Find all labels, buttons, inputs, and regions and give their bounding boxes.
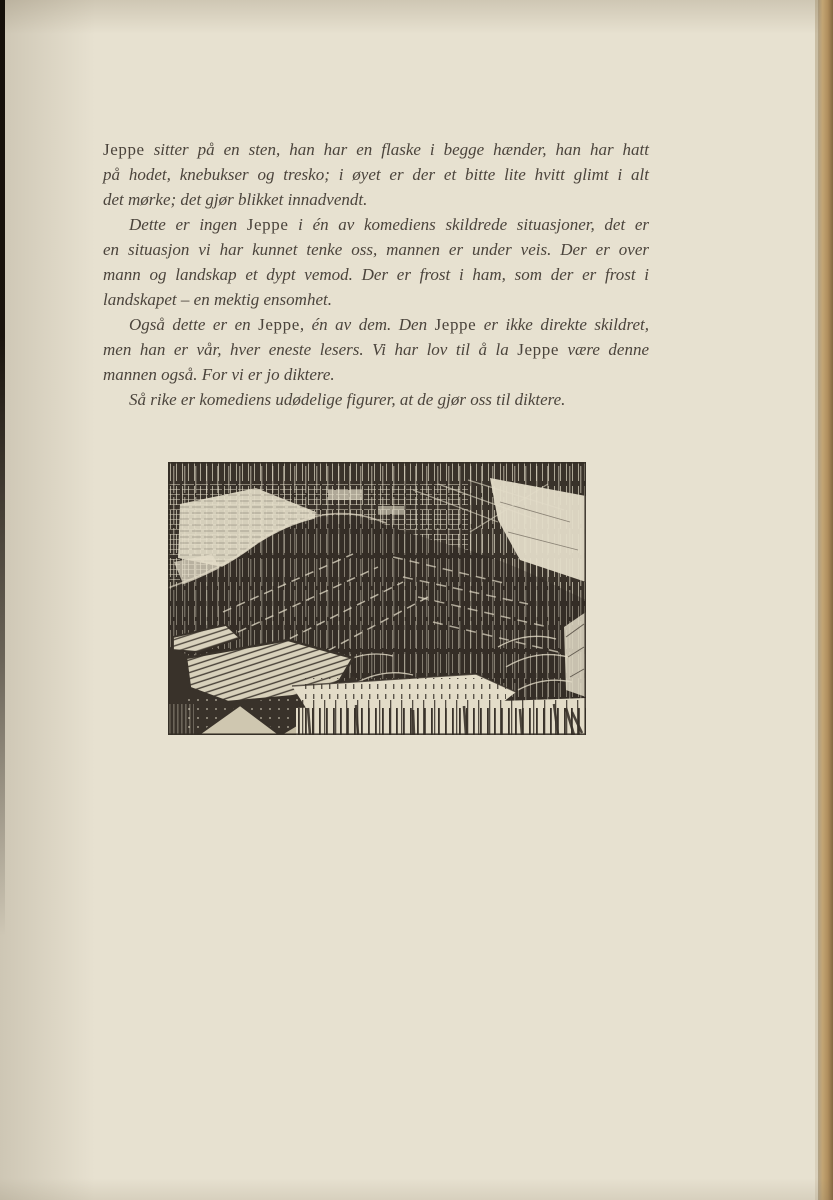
- text-segment-italic: på hodet, knebukser og tresko; i øyet er der et bitte lite hvitt glimt i alt: [103, 165, 649, 184]
- text-line: [103, 237, 649, 262]
- text-segment-italic: en situasjon vi har kunnet tenke oss, mannen er under veis. Der er over: [103, 240, 649, 259]
- text-segment-italic: men han er vår, hver eneste lesers. Vi har lov til å la: [103, 340, 518, 359]
- woodcut-illustration: [168, 462, 586, 735]
- text-segment-italic: landskapet – en mektig ensomhet.: [103, 290, 332, 309]
- text-segment-italic: i én av komediens skildrede situasjoner, det er: [288, 215, 650, 234]
- fore-edge: [818, 0, 833, 1200]
- text-segment-italic: , én av dem. Den: [299, 315, 435, 334]
- text-segment-italic: Så rike er komediens udødelige figurer, at de gjør oss til diktere.: [129, 390, 566, 409]
- text-segment-italic: er ikke direkte skildret,: [476, 315, 650, 334]
- text-line: [103, 362, 649, 387]
- text-segment-italic: sitter på en sten, han har en flaske i begge hænder, han har hatt: [144, 140, 649, 159]
- text-line: [103, 262, 649, 287]
- text-segment-italic: mann og landskap et dypt vemod. Der er frost i ham, som der er frost i: [103, 265, 649, 284]
- text-line: [103, 312, 649, 337]
- woodcut-reeds: [296, 698, 586, 735]
- binding-gutter-shadow: [0, 0, 95, 1200]
- text-line: [103, 387, 649, 412]
- text-segment-roman: Jeppe: [434, 315, 477, 334]
- text-segment-italic: det mørke; det gjør blikket innadvendt.: [103, 190, 368, 209]
- text-block: [103, 137, 649, 412]
- text-segment-roman: Jeppe: [103, 140, 145, 159]
- text-line: [103, 337, 649, 362]
- text-line: [103, 287, 649, 312]
- text-segment-roman: Jeppe: [246, 215, 289, 234]
- text-segment-italic: Dette er ingen: [129, 215, 247, 234]
- text-line: [103, 187, 649, 212]
- page-top-shadow: [0, 0, 833, 34]
- text-segment-italic: mannen også. For vi er jo diktere.: [103, 365, 335, 384]
- text-segment-italic: være denne: [558, 340, 649, 359]
- page-bottom-shadow: [0, 1178, 833, 1200]
- text-segment-roman: Jeppe: [517, 340, 559, 359]
- woodcut-svg: [168, 462, 586, 735]
- text-segment-italic: Også dette er en: [129, 315, 259, 334]
- text-line: [103, 137, 649, 162]
- spine-edge: [0, 0, 5, 1200]
- text-line: [103, 212, 649, 237]
- text-segment-roman: Jeppe: [258, 315, 300, 334]
- text-line: [103, 162, 649, 187]
